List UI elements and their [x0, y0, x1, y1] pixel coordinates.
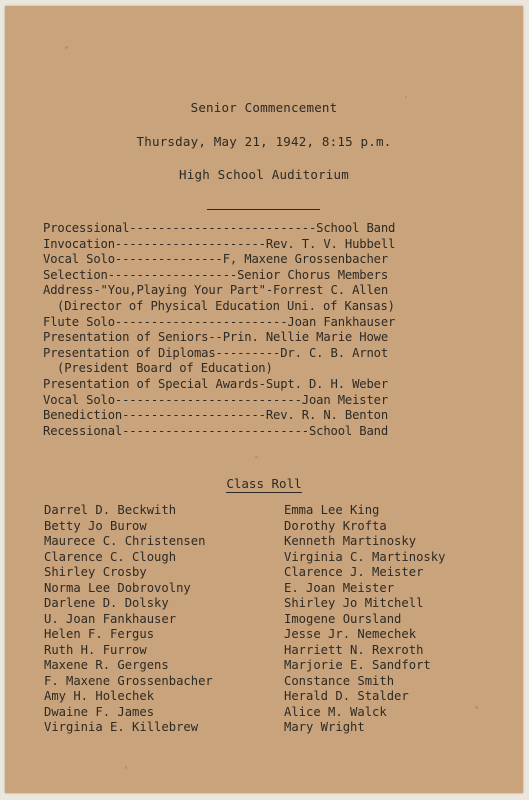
class-roll-name: Jesse Jr. Nemechek: [284, 627, 417, 641]
class-roll-name: Betty Jo Burow: [44, 518, 147, 533]
program-sheet: [5, 6, 523, 793]
class-roll-name: Emma Lee King: [284, 503, 380, 517]
program-item: Vocal Solo---------------F, Maxene Grossenbacher: [43, 252, 388, 267]
document-title: Senior Commencement: [190, 100, 338, 115]
class-roll-name: Clarence J. Meister: [284, 565, 424, 579]
paper-speck: [255, 456, 258, 458]
class-roll-name: Virginia C. Martinosky: [284, 549, 446, 564]
class-roll-name: Clarence C. Clough: [44, 549, 177, 564]
program-item: Benediction--------------------Rev. R. N. Benton: [43, 408, 388, 423]
class-roll-name: Marjorie E. Sandfort: [284, 658, 431, 672]
class-roll-name: Ruth H. Furrow: [44, 642, 147, 657]
class-roll-name: U. Joan Fankhauser: [44, 611, 177, 626]
program-item: Address-"You,Playing Your Part"-Forrest C. Allen: [43, 283, 388, 298]
class-roll-name: Mary Wright: [284, 720, 365, 734]
class-roll-name: Helen F. Fergus: [44, 627, 155, 641]
class-roll-left-column: [44, 503, 278, 736]
class-roll-name: Imogene Oursland: [284, 611, 402, 626]
event-date: Thursday, May 21, 1942, 8:15 p.m.: [136, 134, 392, 149]
paper-speck: [125, 766, 127, 769]
class-roll-name: Shirley Jo Mitchell: [284, 596, 424, 610]
program-item: Presentation of Seniors--Prin. Nellie Marie Howe: [43, 330, 388, 345]
class-roll-name: Herald D. Stalder: [284, 689, 409, 703]
class-roll-name: Shirley Crosby: [44, 565, 147, 579]
program-item: Presentation of Diplomas---------Dr. C. B. Arnot: [43, 345, 388, 360]
class-roll-name: Amy H. Holechek: [44, 689, 155, 703]
class-roll-right-column: [284, 503, 494, 736]
class-roll-name: Maxene R. Gergens: [44, 658, 169, 672]
program-item: Flute Solo------------------------Joan Fankhauser: [43, 314, 396, 329]
class-roll-name: Maurece C. Christensen: [44, 534, 206, 548]
class-roll-name: Harriett N. Rexroth: [284, 642, 424, 657]
class-roll-name: Darlene D. Dolsky: [44, 596, 169, 610]
class-roll-name: Dwaine F. James: [44, 704, 155, 719]
program-item: Vocal Solo--------------------------Joan Meister: [43, 392, 388, 407]
class-roll-name: Virginia E. Killebrew: [44, 720, 199, 734]
class-roll-heading: [5, 476, 523, 491]
class-roll-title: Class Roll: [226, 476, 302, 491]
paper-speck: [65, 46, 68, 49]
class-roll-name: Darrel D. Beckwith: [44, 503, 177, 517]
program-item: (President Board of Education): [57, 361, 273, 376]
class-roll-name: Dorothy Krofta: [284, 518, 387, 533]
class-roll-name: Kenneth Martinosky: [284, 534, 417, 548]
program-item: Invocation---------------------Rev. T. V. Hubbell: [43, 236, 396, 251]
class-roll-name: Constance Smith: [284, 673, 395, 688]
program-list: [43, 221, 493, 439]
paper-speck: [405, 96, 407, 98]
program-item: Recessional--------------------------School Band: [43, 423, 388, 438]
program-item: (Director of Physical Education Uni. of Kansas): [57, 298, 395, 313]
program-item: Processional--------------------------School Band: [43, 221, 396, 235]
class-roll-name: E. Joan Meister: [284, 580, 395, 595]
divider-rule: [207, 209, 320, 210]
class-roll-name: Alice M. Walck: [284, 704, 387, 719]
class-roll-name: Norma Lee Dobrovolny: [44, 580, 191, 595]
program-item: Presentation of Special Awards-Supt. D. H. Weber: [43, 376, 388, 391]
event-venue: High School Auditorium: [179, 167, 349, 182]
class-roll-name: F. Maxene Grossenbacher: [44, 673, 213, 688]
program-item: Selection------------------Senior Chorus Members: [43, 267, 388, 282]
